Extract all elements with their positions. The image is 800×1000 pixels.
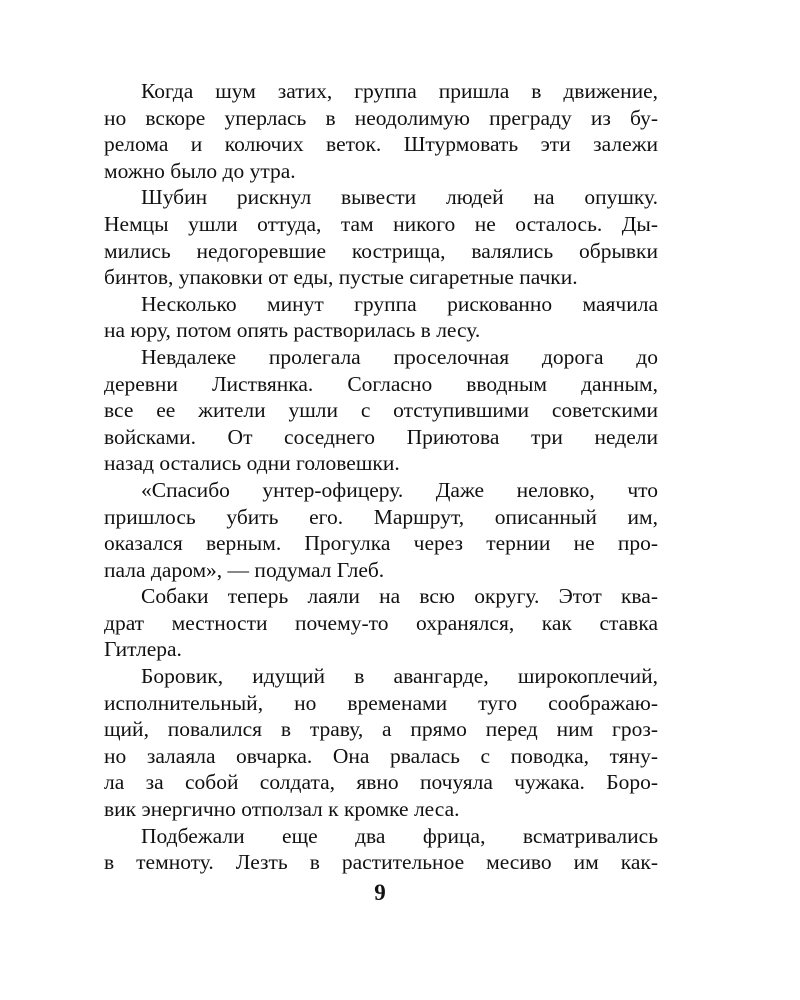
text-line: Шубин рискнул вывести людей на опушку. bbox=[141, 185, 658, 210]
text-line: Когда шум затих, группа пришла в движение, bbox=[141, 79, 658, 103]
text-line: но вскоре уперлась в неодолимую преграду из бу- bbox=[104, 105, 658, 130]
text-line: можно было до утра. bbox=[104, 158, 296, 183]
paragraph bbox=[104, 663, 658, 823]
text-line: деревни Листвянка. Согласно вводным данным, bbox=[104, 371, 658, 396]
paragraph bbox=[104, 344, 658, 477]
text-line: Несколько минут группа рискованно маячила bbox=[141, 291, 658, 316]
text-line: Гитлера. bbox=[104, 637, 182, 662]
text-line: назад остались одни головешки. bbox=[104, 451, 400, 476]
text-line: пришлось убить его. Маршрут, описанный им, bbox=[104, 504, 658, 529]
paragraph bbox=[104, 823, 658, 876]
text-line: ла за собой солдата, явно почуяла чужака. Боро- bbox=[104, 770, 658, 795]
text-line: Немцы ушли оттуда, там никого не осталось. Ды- bbox=[104, 211, 658, 236]
text-line: на юру, потом опять растворилась в лесу. bbox=[104, 318, 481, 343]
text-line: пала даром», — подумал Глеб. bbox=[104, 557, 385, 582]
text-line: щий, повалился в траву, а прямо перед ним гроз- bbox=[104, 717, 658, 742]
paragraph bbox=[104, 291, 658, 344]
text-line: Собаки теперь лаяли на всю округу. Этот ква- bbox=[141, 584, 658, 609]
paragraph bbox=[104, 184, 658, 290]
paragraph bbox=[104, 78, 658, 184]
text-line: драт местности почему-то охранялся, как ставка bbox=[104, 610, 658, 635]
text-line: исполнительный, но временами туго соображаю- bbox=[104, 690, 658, 715]
text-line: релома и колючих веток. Штурмовать эти залежи bbox=[104, 132, 658, 157]
text-line: Боровик, идущий в авангарде, широкоплечий, bbox=[141, 664, 658, 689]
text-line: Невдалеке пролегала проселочная дорога до bbox=[141, 344, 658, 369]
body-text bbox=[104, 78, 658, 876]
text-line: в темноту. Лезть в растительное месиво им как- bbox=[104, 850, 658, 875]
page-number: 9 bbox=[374, 880, 386, 905]
text-line: все ее жители ушли с отступившими советскими bbox=[104, 398, 658, 423]
text-line: Подбежали еще два фрица, всматривались bbox=[141, 823, 658, 848]
text-line: мились недогоревшие кострища, валялись обрывки bbox=[104, 238, 658, 263]
text-line: «Спасибо унтер-офицеру. Даже неловко, что bbox=[141, 477, 658, 502]
text-line: но залаяла овчарка. Она рвалась с поводка, тяну- bbox=[104, 743, 658, 768]
text-line: бинтов, упаковки от еды, пустые сигаретные пачки. bbox=[104, 265, 578, 290]
paragraph bbox=[104, 477, 658, 583]
text-line: оказался верным. Прогулка через тернии не про- bbox=[104, 531, 658, 556]
text-line: вик энергично отползал к кромке леса. bbox=[104, 797, 460, 822]
paragraph bbox=[104, 583, 658, 663]
text-line: войсками. От соседнего Приютова три недели bbox=[104, 424, 658, 449]
